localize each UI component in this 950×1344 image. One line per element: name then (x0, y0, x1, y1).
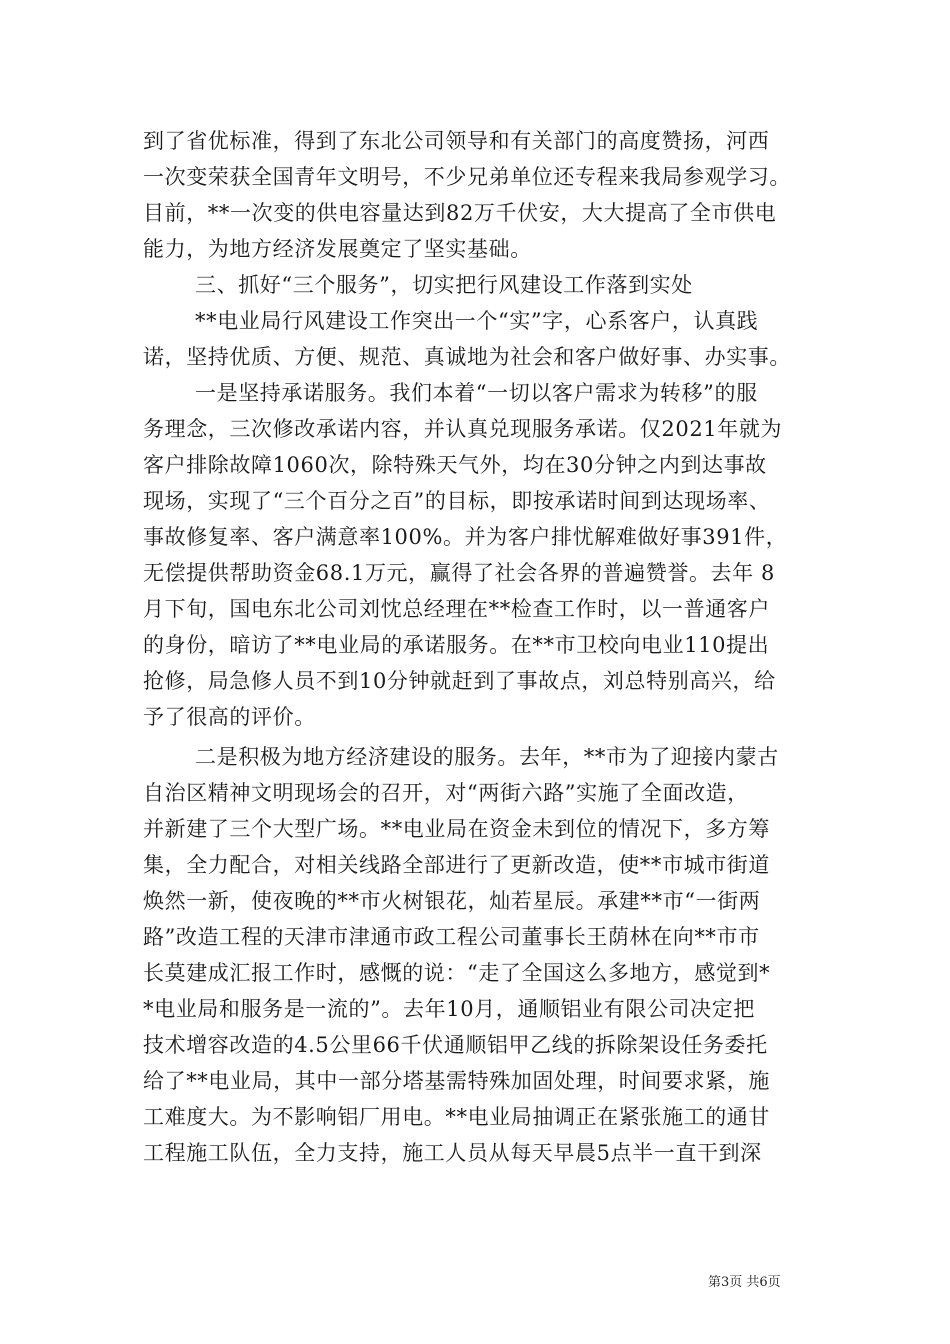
text-line-8: 一是坚持承诺服务。我们本着“一切以客户需求为转移”的服 (195, 381, 758, 405)
text-line-12: 事故修复率、客户满意率100%。并为客户排忧解难做好事391件， (143, 525, 788, 549)
text-line-19: 自治区精神文明现场会的召开，对“两街六路”实施了全面改造， (143, 781, 749, 805)
text-line-20: 并新建了三个大型广场。**电业局在资金未到位的情况下，多方筹 (143, 817, 770, 841)
text-line-18: 二是积极为地方经济建设的服务。去年，**市为了迎接内蒙古 (195, 745, 779, 769)
text-line-29: 工程施工队伍，全力支持，施工人员从每天早晨5点半一直干到深 (143, 1141, 762, 1165)
text-line-13: 无偿提供帮助资金68.1万元，赢得了社会各界的普遍赞誉。去年 8 (143, 561, 775, 585)
section-heading: 三、抓好“三个服务”，切实把行风建设工作落到实处 (195, 273, 693, 297)
text-line-2: 一次变荣获全国青年文明号，不少兄弟单位还专程来我局参观学习。 (143, 165, 791, 189)
text-line-3: 目前，**一次变的供电容量达到82万千伏安，大大提高了全市供电 (143, 201, 777, 225)
text-line-11: 现场，实现了“三个百分之百”的目标，即按承诺时间到达现场率、 (143, 489, 771, 513)
text-line-22: 焕然一新，使夜晚的**市火树银花，灿若星辰。承建**市“一街两 (143, 889, 761, 913)
text-line-27: 给了**电业局，其中一部分塔基需特殊加固处理，时间要求紧，施 (143, 1069, 770, 1093)
text-line-4: 能力，为地方经济发展奠定了坚实基础。 (143, 237, 532, 261)
page-number-footer: 第3页 共6页 (708, 1275, 781, 1290)
text-line-25: *电业局和服务是一流的”。去年10月，通顺铝业有限公司决定把 (143, 997, 755, 1021)
text-line-10: 客户排除故障1060次，除特殊天气外，均在30分钟之内到达事故 (143, 453, 767, 477)
text-line-21: 集，全力配合，对相关线路全部进行了更新改造，使**市城市街道 (143, 853, 770, 877)
text-line-28: 工难度大。为不影响铝厂用电。**电业局抽调正在紧张施工的通甘 (143, 1105, 770, 1129)
text-line-1: 到了省优标准，得到了东北公司领导和有关部门的高度赞扬，河西 (143, 129, 770, 153)
text-line-24: 长莫建成汇报工作时，感慨的说：“走了全国这么多地方，感觉到* (143, 961, 771, 985)
text-line-14: 月下旬，国电东北公司刘忱总经理在**检查工作时，以一普通客户 (143, 597, 770, 621)
text-line-16: 抢修，局急修人员不到10分钟就赶到了事故点，刘总特别高兴，给 (143, 669, 776, 693)
text-line-23: 路”改造工程的天津市津通市政工程公司董事长王荫林在向**市市 (143, 925, 760, 949)
text-line-6: **电业局行风建设工作突出一个“实”字，心系客户，认真践 (195, 309, 759, 333)
text-line-15: 的身份，暗访了**电业局的承诺服务。在**市卫校向电业110提出 (143, 633, 770, 657)
text-line-17: 予了很高的评价。 (143, 705, 316, 729)
text-line-9: 务理念，三次修改承诺内容，并认真兑现服务承诺。仅2021年就为 (143, 417, 783, 441)
text-line-26: 技术增容改造的4.5公里66千伏通顺铝甲乙线的拆除架设任务委托 (143, 1033, 768, 1057)
text-line-7: 诺，坚持优质、方便、规范、真诚地为社会和客户做好事、办实事。 (143, 345, 791, 369)
